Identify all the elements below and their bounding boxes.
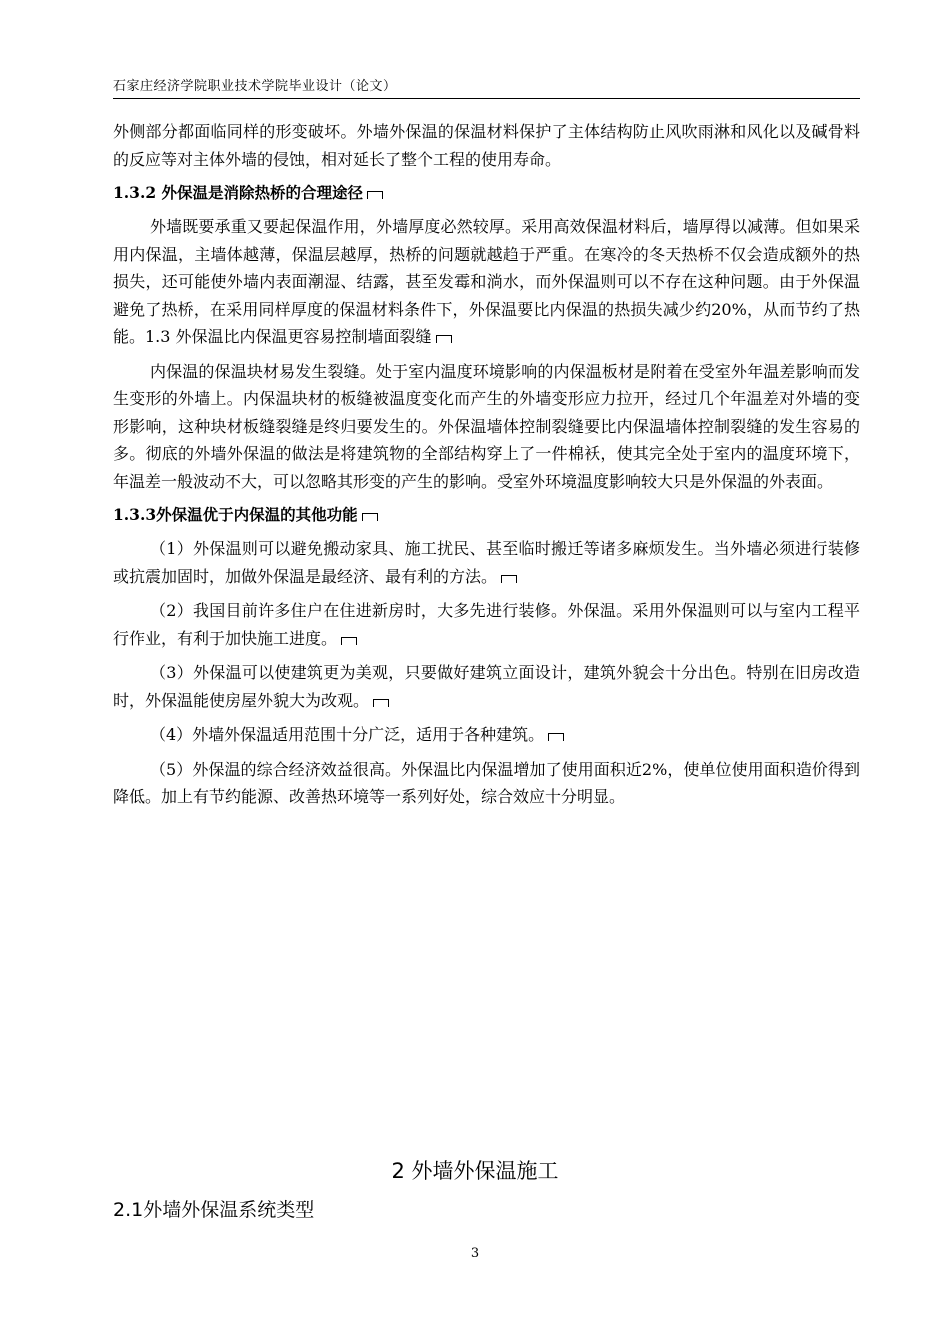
list-item bbox=[113, 721, 860, 749]
list-item bbox=[113, 756, 860, 811]
list-item-text: （1）外保温则可以避免搬动家具、施工扰民、甚至临时搬迁等诸多麻烦发生。当外墙必须进行装修或抗震加固时，加做外保温是最经济、最有利的方法。 bbox=[113, 539, 860, 586]
paragraph-thermal-bridge bbox=[113, 213, 860, 351]
paragraph-mark-icon bbox=[436, 335, 452, 343]
paragraph-text: 外墙既要承重又要起保温作用，外墙厚度必然较厚。采用高效保温材料后，墙厚得以减薄。但如果采用内保温，主墙体越薄，保温层越厚，热桥的问题就越趋于严重。在寒冷的冬天热桥不仅会造成额外的热损失，还可能使外墙内表面潮湿、结露，甚至发霉和淌水，而外保温则可以不存在这种问题。由于外保温避免了热桥，在采用同样厚度的保温材料条件下，外保温要比内保温的热损失减少约20%，从而节约了热能。1.3 外保温比内保温更容易控制墙面裂缝 bbox=[113, 217, 860, 346]
list-item-text: （4）外墙外保温适用范围十分广泛，适用于各种建筑。 bbox=[150, 725, 545, 744]
paragraph-mark-icon bbox=[362, 513, 378, 521]
list-item-text: （2）我国目前许多住户在住进新房时，大多先进行装修。外保温。采用外保温则可以与室内工程平行作业，有利于加快施工进度。 bbox=[113, 601, 860, 648]
chapter-title: 2 外墙外保温施工 bbox=[391, 1159, 559, 1183]
list-item bbox=[113, 535, 860, 590]
paragraph-cracks: 内保温的保温块材易发生裂缝。处于室内温度环境影响的内保温板材是附着在受室外年温差影响而发生变形的外墙上。内保温块材的板缝被温度变化而产生的外墙变形应力拉开，经过几个年温差对外墙的变形影响，这种块材板缝裂缝是终归要发生的。外保温墙体控制裂缝要比内保温墙体控制裂缝的发生容易的多。彻底的外墙外保温的做法是将建筑物的全部结构穿上了一件棉袄，使其完全处于室内的温度环境下，年温差一般波动不大，可以忽略其形变的产生的影响。受室外环境温度影响较大只是外保温的外表面。 bbox=[113, 361, 860, 491]
section-heading-2-1: 2.1外墙外保温系统类型 bbox=[113, 1199, 315, 1221]
paragraph-mark-icon bbox=[367, 191, 383, 199]
paragraph-mark-icon bbox=[373, 699, 389, 707]
heading-text: 1.3.3外保温优于内保温的其他功能 bbox=[113, 505, 358, 524]
heading-text: 1.3.2 外保温是消除热桥的合理途径 bbox=[113, 183, 364, 202]
list-item bbox=[113, 597, 860, 652]
paragraph-continued: 外侧部分都面临同样的形变破坏。外墙外保温的保温材料保护了主体结构防止风吹雨淋和风化以及碱骨料的反应等对主体外墙的侵蚀，相对延长了整个工程的使用寿命。 bbox=[113, 122, 860, 169]
paragraph-mark-icon bbox=[341, 637, 357, 645]
list-item bbox=[113, 659, 860, 714]
section-heading-1-3-3 bbox=[113, 502, 860, 528]
list-item-text: （3）外保温可以使建筑更为美观，只要做好建筑立面设计，建筑外貌会十分出色。特别在旧房改造时，外保温能使房屋外貌大为改观。 bbox=[113, 663, 860, 710]
page-header: 石家庄经济学院职业技术学院毕业设计（论文） bbox=[113, 78, 860, 99]
list-item-text: （5）外保温的综合经济效益很高。外保温比内保温增加了使用面积近2%，使单位使用面积造价得到降低。加上有节约能源、改善热环境等一系列好处，综合效应十分明显。 bbox=[113, 759, 860, 806]
paragraph-mark-icon bbox=[548, 733, 564, 741]
section-heading-1-3-2 bbox=[113, 180, 860, 206]
page-number: 3 bbox=[470, 1246, 480, 1261]
document-body bbox=[113, 118, 860, 818]
paragraph-mark-icon bbox=[501, 575, 517, 583]
